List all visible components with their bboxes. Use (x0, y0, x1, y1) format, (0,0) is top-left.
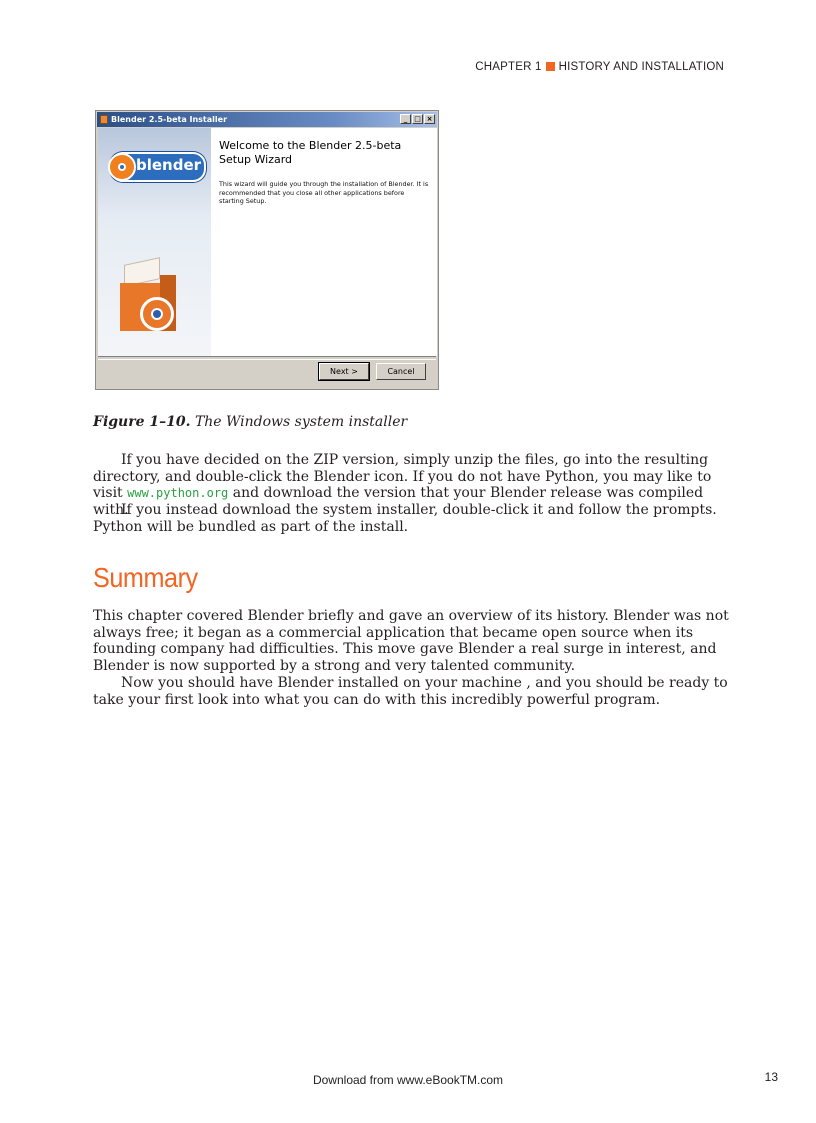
download-note: Download from www.eBookTM.com (312, 1073, 504, 1087)
python-link[interactable]: www.python.org (127, 486, 229, 501)
blender-logo (110, 152, 206, 182)
installer-titlebar (97, 112, 437, 127)
running-head (475, 61, 724, 73)
paragraph-installer: If you instead download the system installer, double-click it and follow the prompts. Python will be bundled as part of the install. (93, 502, 717, 535)
page-number: 13 (764, 1070, 778, 1084)
minimize-icon[interactable]: _ (400, 114, 411, 124)
paragraph-zip-before: If you have decided on the ZIP version, simply unzip the files, go into the resulting directory, and double-click the Blender icon. If you do not have Python, you may like to visit (93, 452, 712, 502)
figure-caption-text: The Windows system installer (194, 414, 408, 430)
paragraph-summary: This chapter covered Blender briefly and gave an overview of its history. Blender was not always free; it began as a commercial application that became open source when its founding company had difficulties. This move gave Blender a real surge in interest, and Blender is now supported by a strong and very talented community. (93, 608, 729, 674)
running-head-chapter: CHAPTER 1 (475, 61, 542, 73)
figure-caption (93, 414, 407, 430)
next-button[interactable]: Next > (319, 363, 369, 380)
installer-body-text: This wizard will guide you through the installation of Blender. It is recommended that you close all other applications before starting Setup. (219, 180, 429, 206)
installer-window-title: Blender 2.5-beta Installer (111, 115, 228, 124)
blender-logo-text: blender (136, 156, 202, 174)
square-bullet-icon (546, 62, 555, 71)
window-controls (400, 114, 435, 124)
installer-screenshot (95, 110, 439, 390)
installer-sidebar (98, 128, 211, 356)
installer-divider (98, 356, 436, 360)
paragraph-zip-after: and download the version that your Blender release was compiled with. (93, 485, 704, 518)
installer-box-icon (120, 261, 178, 331)
installer-content (211, 128, 437, 356)
close-icon[interactable]: × (424, 114, 435, 124)
summary-heading: Summary (93, 562, 198, 593)
installer-welcome-title: Welcome to the Blender 2.5-beta Setup Wizard (219, 139, 402, 166)
figure-caption-number: Figure 1–10. (93, 414, 191, 430)
maximize-icon[interactable]: □ (412, 114, 423, 124)
installer-app-icon (100, 115, 108, 124)
paragraph-next-steps: Now you should have Blender installed on your machine , and you should be ready to take your first look into what you can do with this incredibly powerful program. (93, 675, 728, 708)
cancel-button[interactable]: Cancel (376, 363, 426, 380)
blender-logo-icon (108, 153, 136, 181)
running-head-section: HISTORY AND INSTALLATION (558, 61, 724, 73)
